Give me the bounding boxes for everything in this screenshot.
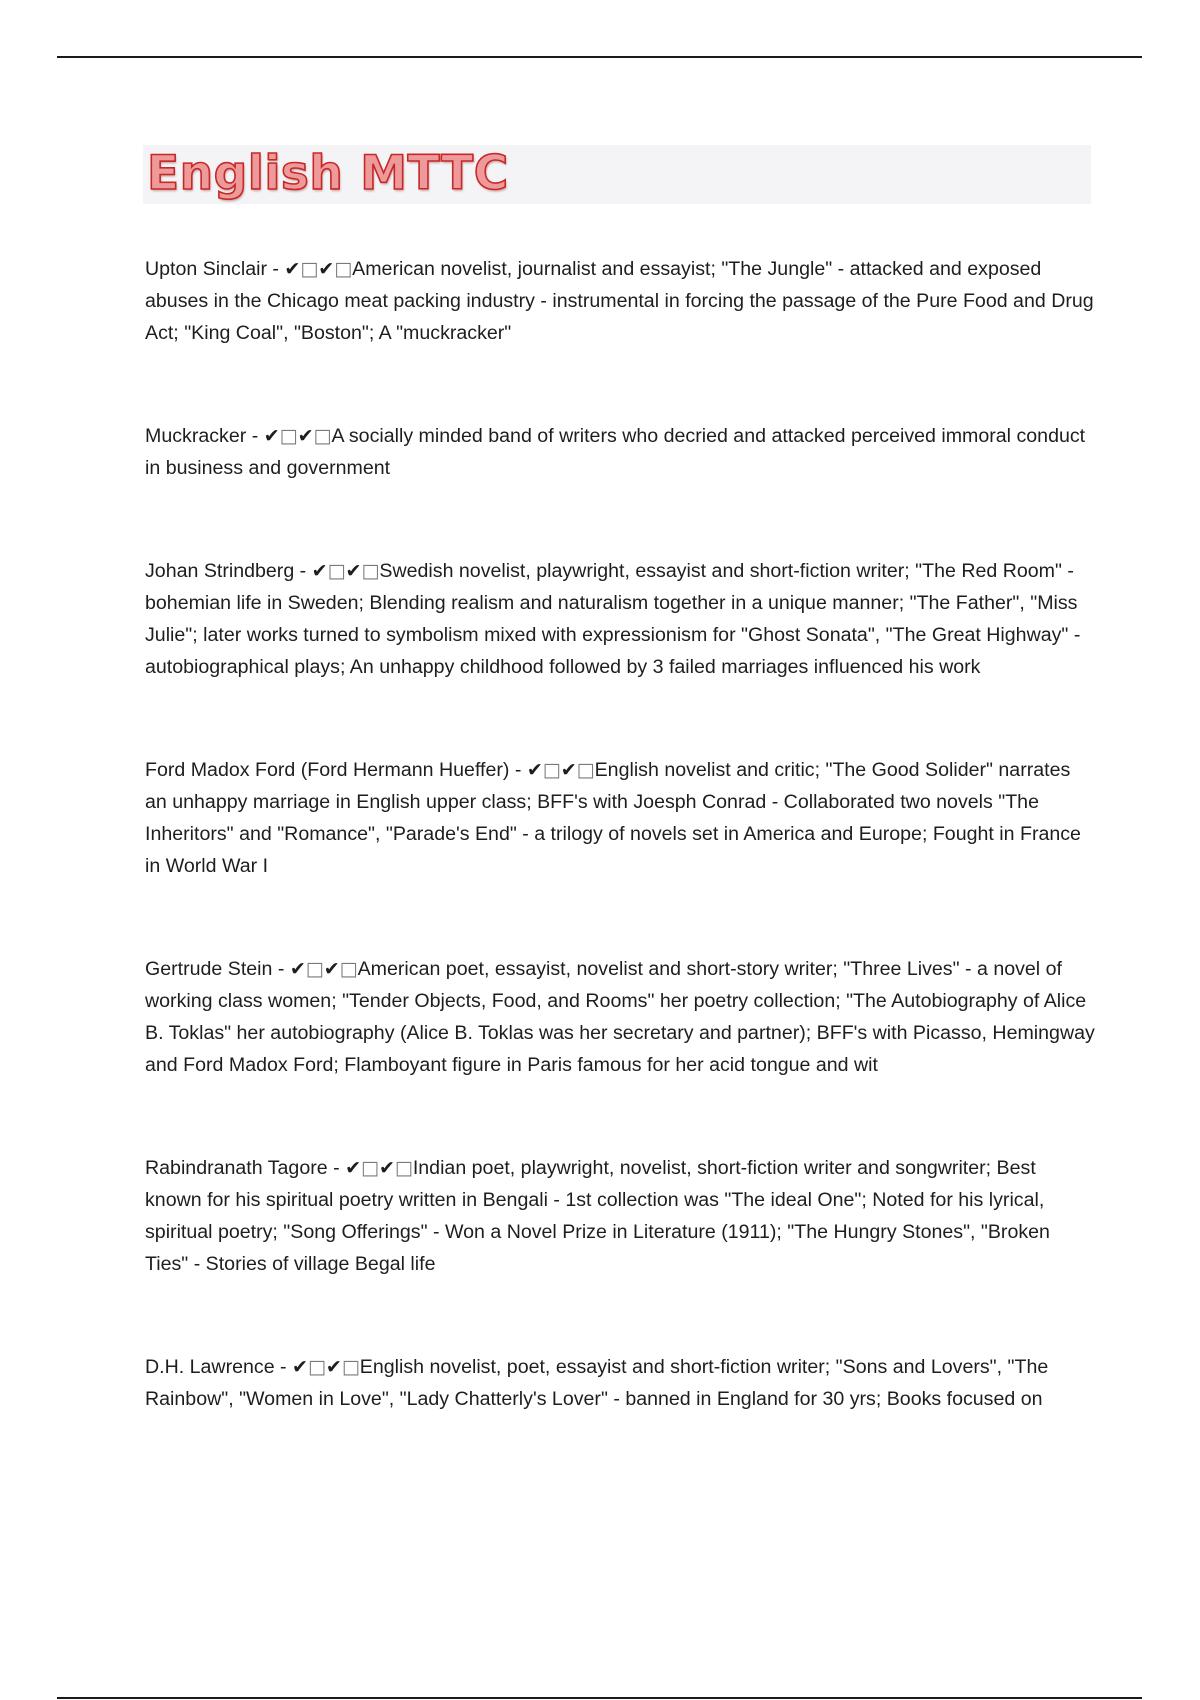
- check-mark-icon: ✔: [263, 425, 280, 447]
- empty-box-icon: □: [576, 759, 595, 781]
- flashcard-list: [145, 253, 1095, 1415]
- entry-definition: Indian poet, playwright, novelist, short-fiction writer and songwriter; Best known for his spiritual poetry written in Bengali - 1st collection was "The ideal One"; Noted for his lyrical, spiritual poetry; "Song Offerings" - Won a Novel Prize in Literature (1911); "The Hungry Stones", "Broken Ties" - Stories of village Begal life: [145, 1157, 1050, 1275]
- entry-definition: American novelist, journalist and essayist; "The Jungle" - attacked and exposed abuses in the Chicago meat packing industry - instrumental in forcing the passage of the Pure Food and Drug Act; "King Coal", "Boston"; A "muckracker": [145, 258, 1094, 344]
- flashcard-entry: Ford Madox Ford (Ford Hermann Hueffer) - ✔□✔□English novelist and critic; "The Good Solider" narrates an unhappy marriage in English upper class; BFF's with Joesph Conrad - Collaborated two novels "The Inheritors" and "Romance", "Parade's End" - a trilogy of novels set in America and Europe; Fought in France in World War I: [145, 759, 1081, 877]
- title-banner: [143, 145, 1091, 204]
- entry-term: Upton Sinclair: [145, 258, 267, 280]
- answer-separator: [290, 958, 358, 980]
- empty-box-icon: □: [279, 425, 298, 447]
- check-mark-icon: ✔: [325, 1356, 342, 1378]
- check-mark-icon: ✔: [378, 1157, 395, 1179]
- empty-box-icon: □: [313, 425, 332, 447]
- check-mark-icon: ✔: [560, 759, 577, 781]
- empty-box-icon: □: [542, 759, 561, 781]
- empty-box-icon: □: [394, 1157, 413, 1179]
- entry-term: Ford Madox Ford (Ford Hermann Hueffer): [145, 759, 510, 781]
- entry-term: Gertrude Stein: [145, 958, 273, 980]
- check-mark-icon: ✔: [289, 958, 306, 980]
- check-mark-icon: ✔: [323, 958, 340, 980]
- entry-term: D.H. Lawrence: [145, 1356, 275, 1378]
- check-mark-icon: ✔: [292, 1356, 308, 1378]
- flashcard-entry: Gertrude Stein - ✔□✔□American poet, essayist, novelist and short-story writer; "Three Lives" - a novel of working class women; "Tender Objects, Food, and Rooms" her poetry collection; "The Autobiography of Alice B. Toklas" her autobiography (Alice B. Toklas was her secretary and partner); BFF's with Picasso, Hemingway and Ford Madox Ford; Flamboyant figure in Paris famous for her acid tongue and wit: [145, 958, 1095, 1076]
- check-mark-icon: ✔: [297, 425, 314, 447]
- entry-term: Muckracker: [145, 425, 247, 447]
- answer-separator: [292, 1356, 360, 1378]
- check-mark-icon: ✔: [345, 560, 362, 582]
- entry-definition: English novelist, poet, essayist and short-fiction writer; "Sons and Lovers", "The Rainbow", "Women in Love", "Lady Chatterly's Lover" - banned in England for 30 yrs; Books focused on: [145, 1356, 1049, 1410]
- flashcard-entry: D.H. Lawrence - ✔□✔□English novelist, poet, essayist and short-fiction writer; "Sons and Lovers", "The Rainbow", "Women in Love", "Lady Chatterly's Lover" - banned in England for 30 yrs; Books focused on: [145, 1356, 1049, 1410]
- answer-separator: [527, 759, 595, 781]
- entry-term: Rabindranath Tagore: [145, 1157, 328, 1179]
- entry-term: Johan Strindberg: [145, 560, 295, 582]
- entry-definition: English novelist and critic; "The Good Solider" narrates an unhappy marriage in English upper class; BFF's with Joesph Conrad - Collaborated two novels "The Inheritors" and "Romance", "Parade's End" - a trilogy of novels set in America and Europe; Fought in France in World War I: [145, 759, 1081, 877]
- entry-definition: A socially minded band of writers who decried and attacked perceived immoral conduct in business and government: [145, 425, 1086, 479]
- entry-definition: Swedish novelist, playwright, essayist and short-fiction writer; "The Red Room" - bohemian life in Sweden; Blending realism and naturalism together in a unique manner; "The Father", "Miss Julie"; later works turned to symbolism mixed with expressionism for "Ghost Sonata", "The Great Highway" - autobiographical plays; An unhappy childhood followed by 3 failed marriages influenced his work: [145, 560, 1081, 678]
- check-mark-icon: ✔: [345, 1157, 361, 1179]
- flashcard-entry: Johan Strindberg - ✔□✔□Swedish novelist, playwright, essayist and short-fiction writer; "The Red Room" - bohemian life in Sweden; Blending realism and naturalism together in a unique manner; "The Father", "Miss Julie"; later works turned to symbolism mixed with expressionism for "Ghost Sonata", "The Great Highway" - autobiographical plays; An unhappy childhood followed by 3 failed marriages influenced his work: [145, 560, 1081, 678]
- check-mark-icon: ✔: [526, 759, 543, 781]
- empty-box-icon: □: [327, 560, 346, 582]
- flashcard-entry: Rabindranath Tagore - ✔□✔□Indian poet, playwright, novelist, short-fiction writer and songwriter; Best known for his spiritual poetry written in Bengali - 1st collection was "The ideal One"; Noted for his lyrical, spiritual poetry; "Song Offerings" - Won a Novel Prize in Literature (1911); "The Hungry Stones", "Broken Ties" - Stories of village Begal life: [145, 1157, 1050, 1275]
- flashcard-entry: Upton Sinclair - ✔□✔□American novelist, journalist and essayist; "The Jungle" - attacked and exposed abuses in the Chicago meat packing industry - instrumental in forcing the passage of the Pure Food and Drug Act; "King Coal", "Boston"; A "muckracker": [145, 258, 1094, 344]
- empty-box-icon: □: [334, 258, 353, 280]
- answer-separator: [284, 258, 352, 280]
- answer-separator: [345, 1157, 413, 1179]
- check-mark-icon: ✔: [311, 560, 328, 582]
- top-rule: [57, 56, 1142, 58]
- entry-definition: American poet, essayist, novelist and short-story writer; "Three Lives" - a novel of working class women; "Tender Objects, Food, and Rooms" her poetry collection; "The Autobiography of Alice B. Toklas" her autobiography (Alice B. Toklas was her secretary and partner); BFF's with Picasso, Hemingway and Ford Madox Ford; Flamboyant figure in Paris famous for her acid tongue and wit: [145, 958, 1095, 1076]
- empty-box-icon: □: [307, 1356, 326, 1378]
- check-mark-icon: ✔: [318, 258, 335, 280]
- empty-box-icon: □: [361, 560, 380, 582]
- empty-box-icon: □: [339, 958, 358, 980]
- answer-separator: [312, 560, 380, 582]
- answer-separator: [264, 425, 332, 447]
- check-mark-icon: ✔: [284, 258, 301, 280]
- bottom-rule: [57, 1697, 1142, 1699]
- flashcard-entry: Muckracker - ✔□✔□A socially minded band of writers who decried and attacked perceived immoral conduct in business and government: [145, 425, 1086, 479]
- page-title: English MTTC: [147, 146, 509, 201]
- empty-box-icon: □: [341, 1356, 360, 1378]
- empty-box-icon: □: [361, 1157, 379, 1179]
- empty-box-icon: □: [305, 958, 324, 980]
- empty-box-icon: □: [300, 258, 319, 280]
